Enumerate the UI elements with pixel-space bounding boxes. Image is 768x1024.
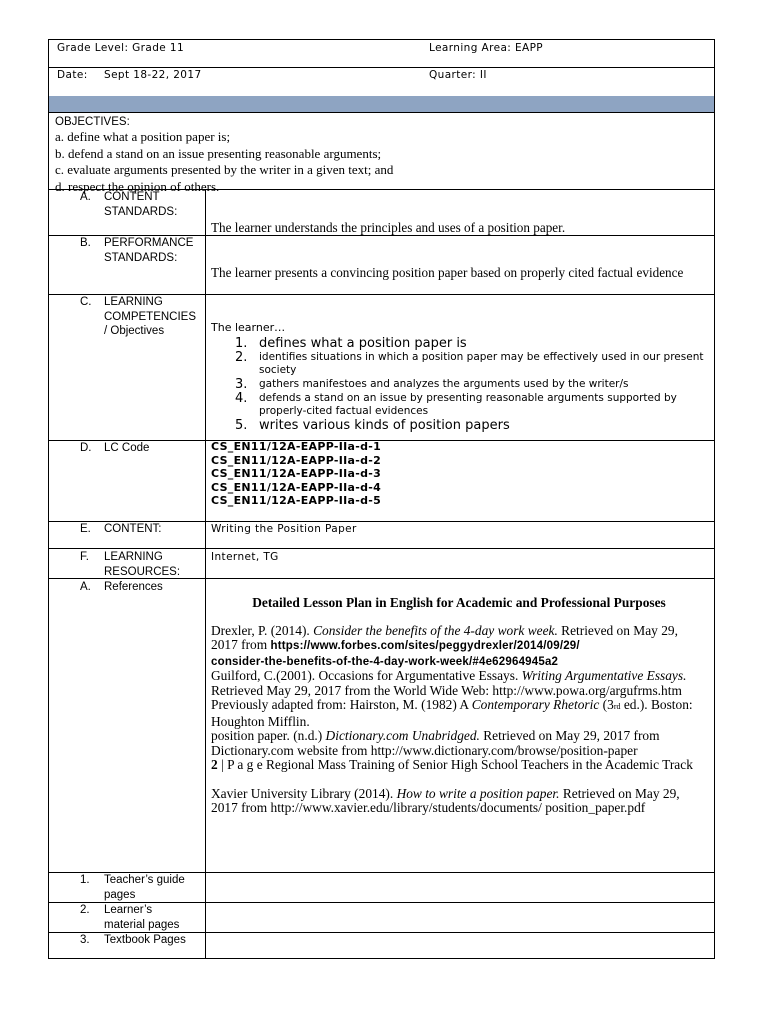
section-letter: A. bbox=[80, 191, 91, 203]
page-footer-text: 2 | P a g e Regional Mass Training of Senior High School Teachers in the Academic Track bbox=[211, 757, 693, 772]
item-text: writes various kinds of position papers bbox=[259, 418, 510, 433]
label-line: PERFORMANCE bbox=[104, 237, 194, 249]
item-number: 2. bbox=[235, 350, 248, 365]
label-line: LEARNING bbox=[104, 551, 163, 563]
lc-code-list bbox=[211, 440, 709, 508]
section-letter: B. bbox=[80, 237, 91, 249]
section-letter: E. bbox=[80, 523, 91, 535]
competency-item bbox=[211, 336, 709, 351]
content-text: Writing the Position Paper bbox=[211, 523, 357, 535]
objectives-block bbox=[55, 115, 705, 195]
learners-material-label bbox=[49, 903, 203, 932]
item-number: 5. bbox=[235, 418, 248, 433]
label-line: pages bbox=[104, 888, 136, 901]
reference-guilford: Guilford, C.(2001). Occasions for Argumentative Essays. Writing Argumentative Essays. Retrieved May 29, 2017 from the World Wide Web: http://www.powa.org/argufrms.htm Previously adapted from: Hairston, M. (1982) A Contemporary Rhetoric (3rd ed.). Boston: Houghton Mifflin. bbox=[211, 668, 693, 729]
header-row-grade bbox=[49, 40, 714, 68]
references-text bbox=[211, 596, 707, 816]
references-heading: Detailed Lesson Plan in English for Academic and Professional Purposes bbox=[252, 595, 666, 610]
section-letter: F. bbox=[80, 551, 89, 563]
reference-dictionary: position paper. (n.d.) Dictionary.com Unabridged. Retrieved on May 29, 2017 from Dictionary.com website from http://www.dictionary.com/browse/position-paper bbox=[211, 728, 660, 758]
label-line: RESOURCES: bbox=[104, 565, 181, 578]
competency-item bbox=[211, 351, 709, 377]
competency-item bbox=[211, 418, 709, 433]
content-standards-text: The learner understands the principles and uses of a position paper. bbox=[211, 220, 566, 235]
section-letter: A. bbox=[80, 581, 91, 593]
learning-area: Learning Area: EAPP bbox=[429, 42, 544, 54]
label-line: material pages bbox=[104, 918, 180, 931]
reference-xavier: Xavier University Library (2014). How to write a position paper. Retrieved on May 29, 2017 from http://www.xavier.edu/library/students/documents/ position_paper.pdf bbox=[211, 785, 680, 815]
label-line: LC Code bbox=[104, 442, 150, 454]
grade-level: Grade Level: Grade 11 bbox=[57, 42, 185, 54]
label-line: STANDARDS: bbox=[104, 251, 178, 264]
competency-item bbox=[211, 392, 709, 418]
item-number: 3. bbox=[80, 934, 90, 946]
header-row-date bbox=[49, 67, 714, 97]
label-line: STANDARDS: bbox=[104, 205, 178, 218]
label-line: Textbook Pages bbox=[104, 934, 186, 946]
label-line: Teacher’s guide bbox=[104, 874, 185, 886]
item-text: defends a stand on an issue by presenting reasonable arguments supported by properly-cited factual evidences bbox=[259, 392, 677, 417]
label-line: / Objectives bbox=[104, 325, 165, 337]
label-line: LEARNING bbox=[104, 296, 163, 308]
row-divider bbox=[49, 548, 714, 549]
lc-code: CS_EN11/12A-EAPP-IIa-d-1 bbox=[211, 440, 382, 453]
item-number: 3. bbox=[235, 377, 248, 392]
item-text: gathers manifestoes and analyzes the arguments used by the writer/s bbox=[259, 378, 629, 390]
reference-drexler: Drexler, P. (2014). Consider the benefits of the 4-day work week. Retrieved on May 29, 2017 from https://www.forbes.com/sites/peggydrexler/2014/09/29/ consider-the-benefits-of-the-4-day-work-week/#4e62964945a2 bbox=[211, 622, 678, 668]
teachers-guide-label bbox=[49, 873, 203, 902]
objectives-title: OBJECTIVES: bbox=[55, 116, 130, 128]
competencies-intro: The learner… bbox=[211, 321, 286, 334]
column-divider bbox=[205, 190, 206, 958]
date-value: Sept 18-22, 2017 bbox=[104, 69, 202, 81]
learning-resources-text: Internet, TG bbox=[211, 551, 279, 563]
lesson-plan-document bbox=[48, 39, 715, 959]
references-label bbox=[49, 580, 203, 600]
lc-code-label bbox=[49, 441, 203, 521]
item-number: 1. bbox=[235, 336, 248, 351]
lc-code: CS_EN11/12A-EAPP-IIa-d-3 bbox=[211, 467, 382, 480]
item-text: identifies situations in which a position paper may be effectively used in our present society bbox=[259, 351, 704, 376]
competency-item bbox=[211, 377, 709, 392]
label-line: References bbox=[104, 581, 163, 593]
label-line: CONTENT bbox=[104, 191, 160, 203]
lc-code: CS_EN11/12A-EAPP-IIa-d-2 bbox=[211, 453, 382, 467]
content-label bbox=[49, 522, 203, 548]
objective-item: a. define what a position paper is; bbox=[55, 129, 231, 144]
item-text: defines what a position paper is bbox=[259, 336, 467, 351]
item-number: 4. bbox=[235, 391, 248, 406]
content-standards-label bbox=[49, 190, 203, 234]
section-letter: C. bbox=[80, 296, 92, 308]
date-label: Date: bbox=[57, 69, 88, 81]
competencies-label bbox=[49, 295, 203, 440]
lc-code: CS_EN11/12A-EAPP-IIa-d-5 bbox=[211, 494, 382, 507]
quarter: Quarter: II bbox=[429, 69, 487, 81]
label-line: COMPETENCIES bbox=[104, 310, 197, 323]
textbook-pages-label bbox=[49, 933, 203, 957]
performance-standards-text: The learner presents a convincing position paper based on properly cited factual evidence bbox=[211, 265, 684, 280]
reference-link[interactable]: consider-the-benefits-of-the-4-day-work-week/#4e62964945a2 bbox=[211, 655, 559, 668]
objective-item: b. defend a stand on an issue presenting reasonable arguments; bbox=[55, 145, 382, 161]
objective-item: d. respect the opinion of others. bbox=[55, 178, 220, 194]
label-line: CONTENT: bbox=[104, 523, 162, 535]
competencies-list bbox=[211, 321, 709, 433]
item-number: 1. bbox=[80, 874, 90, 886]
lc-code: CS_EN11/12A-EAPP-IIa-d-4 bbox=[211, 480, 382, 494]
label-line: Learner’s bbox=[104, 904, 153, 916]
reference-link[interactable]: https://www.forbes.com/sites/peggydrexler/2014/09/29/ bbox=[270, 640, 580, 652]
section-letter: D. bbox=[80, 442, 92, 454]
learning-resources-label bbox=[49, 550, 203, 578]
item-number: 2. bbox=[80, 904, 90, 916]
section-divider-bar bbox=[49, 96, 714, 113]
performance-standards-label bbox=[49, 236, 203, 294]
objective-item: c. evaluate arguments presented by the writer in a given text; and bbox=[55, 162, 394, 177]
